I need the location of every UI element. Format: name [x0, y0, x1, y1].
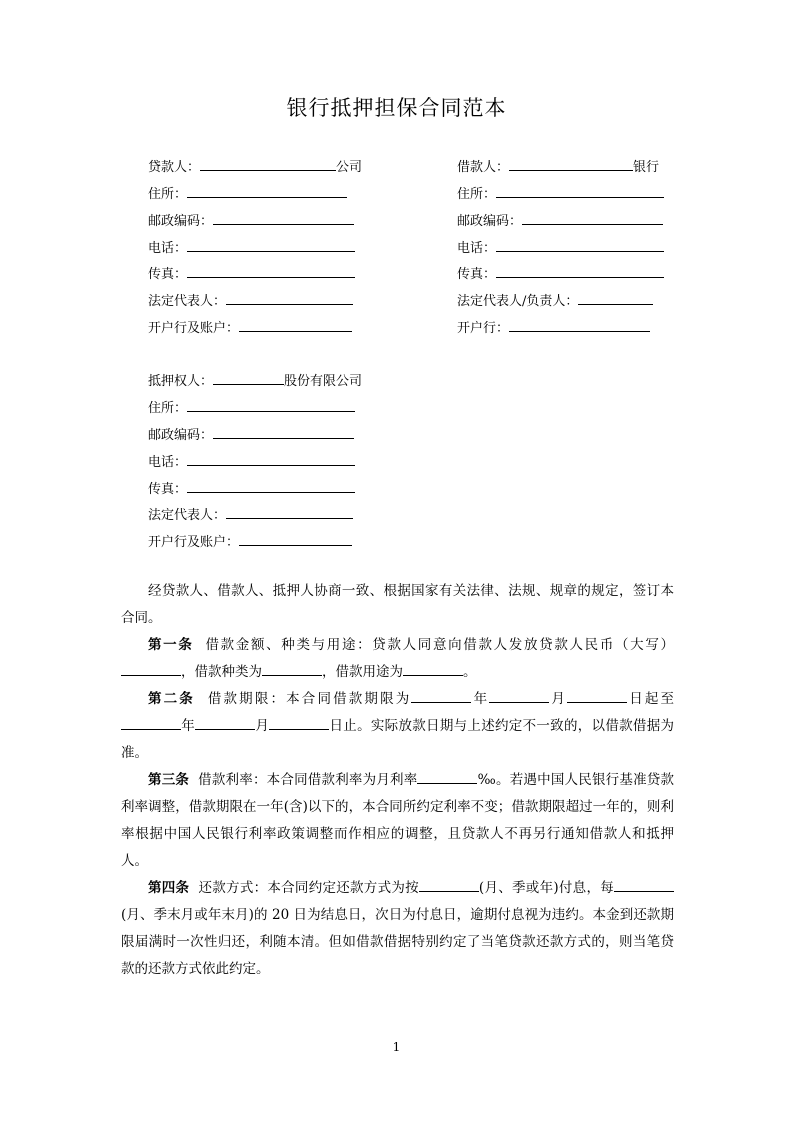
- mortgagee-phone-line[interactable]: [187, 452, 355, 466]
- lender-fax-line[interactable]: [187, 264, 355, 278]
- article-1-text: 借款金额、种类与用途：贷款人同意向借款人发放贷款人民币（大写）: [205, 637, 674, 653]
- mortgagee-address-line[interactable]: [187, 398, 355, 412]
- intro-paragraph: 经贷款人、借款人、抵押人协商一致、根据国家有关法律、法规、规章的规定，签订本合同。: [121, 583, 674, 626]
- article-2-year-2: 年: [181, 718, 196, 734]
- borrower-bank-label: 开户行：: [457, 321, 510, 336]
- borrower-postcode-label: 邮政编码：: [457, 214, 523, 229]
- borrower-phone-field: [457, 238, 664, 258]
- article-1-text-4: 。: [463, 664, 477, 680]
- article-1-text-3: ，借款用途为: [322, 664, 403, 680]
- payment-period-blank[interactable]: [419, 877, 479, 892]
- mortgagee-fax-label: 传真：: [148, 482, 188, 497]
- article-1: [121, 632, 674, 686]
- borrower-bank-line[interactable]: [509, 318, 650, 332]
- article-1-heading: 第一条: [148, 637, 194, 653]
- start-month-blank[interactable]: [489, 688, 549, 703]
- mortgagee-address-field: [148, 398, 355, 418]
- mortgagee-name-suffix: 股份有限公司: [284, 374, 363, 389]
- mortgagee-postcode-field: [148, 425, 354, 445]
- article-2-month-1: 月: [549, 691, 568, 707]
- lender-phone-line[interactable]: [187, 238, 355, 252]
- borrower-address-field: [457, 184, 664, 204]
- mortgagee-rep-label: 法定代表人：: [148, 508, 227, 523]
- lender-name-label: 贷款人：: [148, 160, 201, 175]
- mortgagee-rep-field: [148, 505, 353, 525]
- lender-phone-label: 电话：: [148, 241, 188, 256]
- lender-fax-label: 传真：: [148, 267, 188, 282]
- interest-rate-blank[interactable]: [417, 769, 477, 784]
- article-2-heading: 第二条: [148, 691, 195, 707]
- article-3-heading: 第三条: [148, 772, 190, 788]
- article-4-text-3: (月、季末月或年末月)的 20 日为结息日，次日为付息日，逾期付息视为违约。本金到还款期限届满时一次性归还，利随本清。但如借款借据特别约定了当笔贷款还款方式的，则当笔贷款的还款方式依此约定。: [121, 907, 674, 977]
- borrower-fax-label: 传真：: [457, 267, 497, 282]
- article-4: [121, 875, 674, 983]
- mortgagee-name-field: [148, 371, 362, 391]
- borrower-phone-label: 电话：: [457, 241, 497, 256]
- borrower-address-label: 住所：: [457, 187, 497, 202]
- start-year-blank[interactable]: [411, 688, 471, 703]
- mortgagee-name-line[interactable]: [213, 371, 284, 385]
- borrower-name-suffix: 银行: [633, 160, 660, 175]
- borrower-phone-line[interactable]: [496, 238, 664, 252]
- loan-type-blank[interactable]: [262, 661, 322, 676]
- article-2-day-1: 日起至: [627, 691, 674, 707]
- borrower-name-label: 借款人：: [457, 160, 510, 175]
- mortgagee-fax-line[interactable]: [187, 479, 355, 493]
- lender-phone-field: [148, 238, 355, 258]
- article-3-text: 借款利率：本合同借款利率为月利率: [198, 772, 418, 788]
- article-3-text-2: ‰。若遇中国人民银行基准贷款利率调整，借款期限在一年(含)以下的，本合同所约定利率不变；借款期限超过一年的，则利率根据中国人民银行利率政策调整而作相应的调整，且贷款人不再另行通知借款人和抵押人。: [121, 772, 674, 869]
- borrower-postcode-line[interactable]: [522, 211, 663, 225]
- mortgagee-postcode-label: 邮政编码：: [148, 428, 214, 443]
- mortgagee-phone-label: 电话：: [148, 455, 188, 470]
- end-month-blank[interactable]: [195, 715, 255, 730]
- borrower-rep-line[interactable]: [578, 291, 653, 305]
- lender-postcode-label: 邮政编码：: [148, 214, 214, 229]
- lender-address-label: 住所：: [148, 187, 188, 202]
- mortgagee-bank-line[interactable]: [239, 532, 352, 546]
- lender-bank-line[interactable]: [239, 318, 352, 332]
- end-day-blank[interactable]: [269, 715, 329, 730]
- start-day-blank[interactable]: [567, 688, 627, 703]
- lender-address-field: [148, 184, 347, 204]
- article-1-text-2: ，借款种类为: [181, 664, 262, 680]
- borrower-name-field: [457, 157, 659, 177]
- article-4-heading: 第四条: [148, 880, 190, 896]
- article-2: [121, 686, 674, 767]
- page-number: 1: [392, 1040, 401, 1054]
- lender-postcode-field: [148, 211, 354, 231]
- mortgagee-phone-field: [148, 452, 355, 472]
- mortgagee-address-label: 住所：: [148, 401, 188, 416]
- mortgagee-bank-field: [148, 532, 352, 552]
- lender-rep-field: [148, 291, 353, 311]
- article-2-year-1: 年: [471, 691, 490, 707]
- borrower-name-line[interactable]: [509, 157, 633, 171]
- mortgagee-postcode-line[interactable]: [213, 425, 354, 439]
- borrower-fax-field: [457, 264, 664, 284]
- borrower-bank-field: [457, 318, 650, 338]
- mortgagee-bank-label: 开户行及账户：: [148, 535, 240, 550]
- borrower-rep-field: [457, 291, 653, 311]
- article-2-text: 借款期限：本合同借款期限为: [207, 691, 412, 707]
- lender-name-field: [148, 157, 362, 177]
- loan-purpose-blank[interactable]: [403, 661, 463, 676]
- mortgagee-fax-field: [148, 479, 355, 499]
- lender-bank-label: 开户行及账户：: [148, 321, 240, 336]
- mortgagee-name-label: 抵押权人：: [148, 374, 214, 389]
- borrower-postcode-field: [457, 211, 663, 231]
- article-3: [121, 767, 674, 875]
- loan-amount-blank[interactable]: [121, 661, 181, 676]
- end-year-blank[interactable]: [121, 715, 181, 730]
- settlement-period-blank[interactable]: [614, 877, 674, 892]
- lender-address-line[interactable]: [187, 184, 347, 198]
- lender-name-line[interactable]: [200, 157, 336, 171]
- lender-rep-label: 法定代表人：: [148, 294, 227, 309]
- lender-rep-line[interactable]: [226, 291, 353, 305]
- article-4-text: 还款方式：本合同约定还款方式为按: [198, 880, 419, 896]
- lender-bank-field: [148, 318, 352, 338]
- borrower-fax-line[interactable]: [496, 264, 664, 278]
- lender-name-suffix: 公司: [336, 160, 363, 175]
- article-2-text-end: 日止。实际放款日期与上述约定不一致的，以借款借据为准。: [121, 718, 675, 761]
- borrower-address-line[interactable]: [496, 184, 664, 198]
- borrower-rep-label: 法定代表人/负责人：: [457, 294, 579, 309]
- lender-postcode-line[interactable]: [213, 211, 354, 225]
- document-title: 银行抵押担保合同范本: [286, 96, 507, 120]
- article-4-text-2: (月、季或年)付息，每: [478, 880, 615, 896]
- lender-fax-field: [148, 264, 355, 284]
- article-2-month-2: 月: [255, 718, 270, 734]
- mortgagee-rep-line[interactable]: [226, 505, 353, 519]
